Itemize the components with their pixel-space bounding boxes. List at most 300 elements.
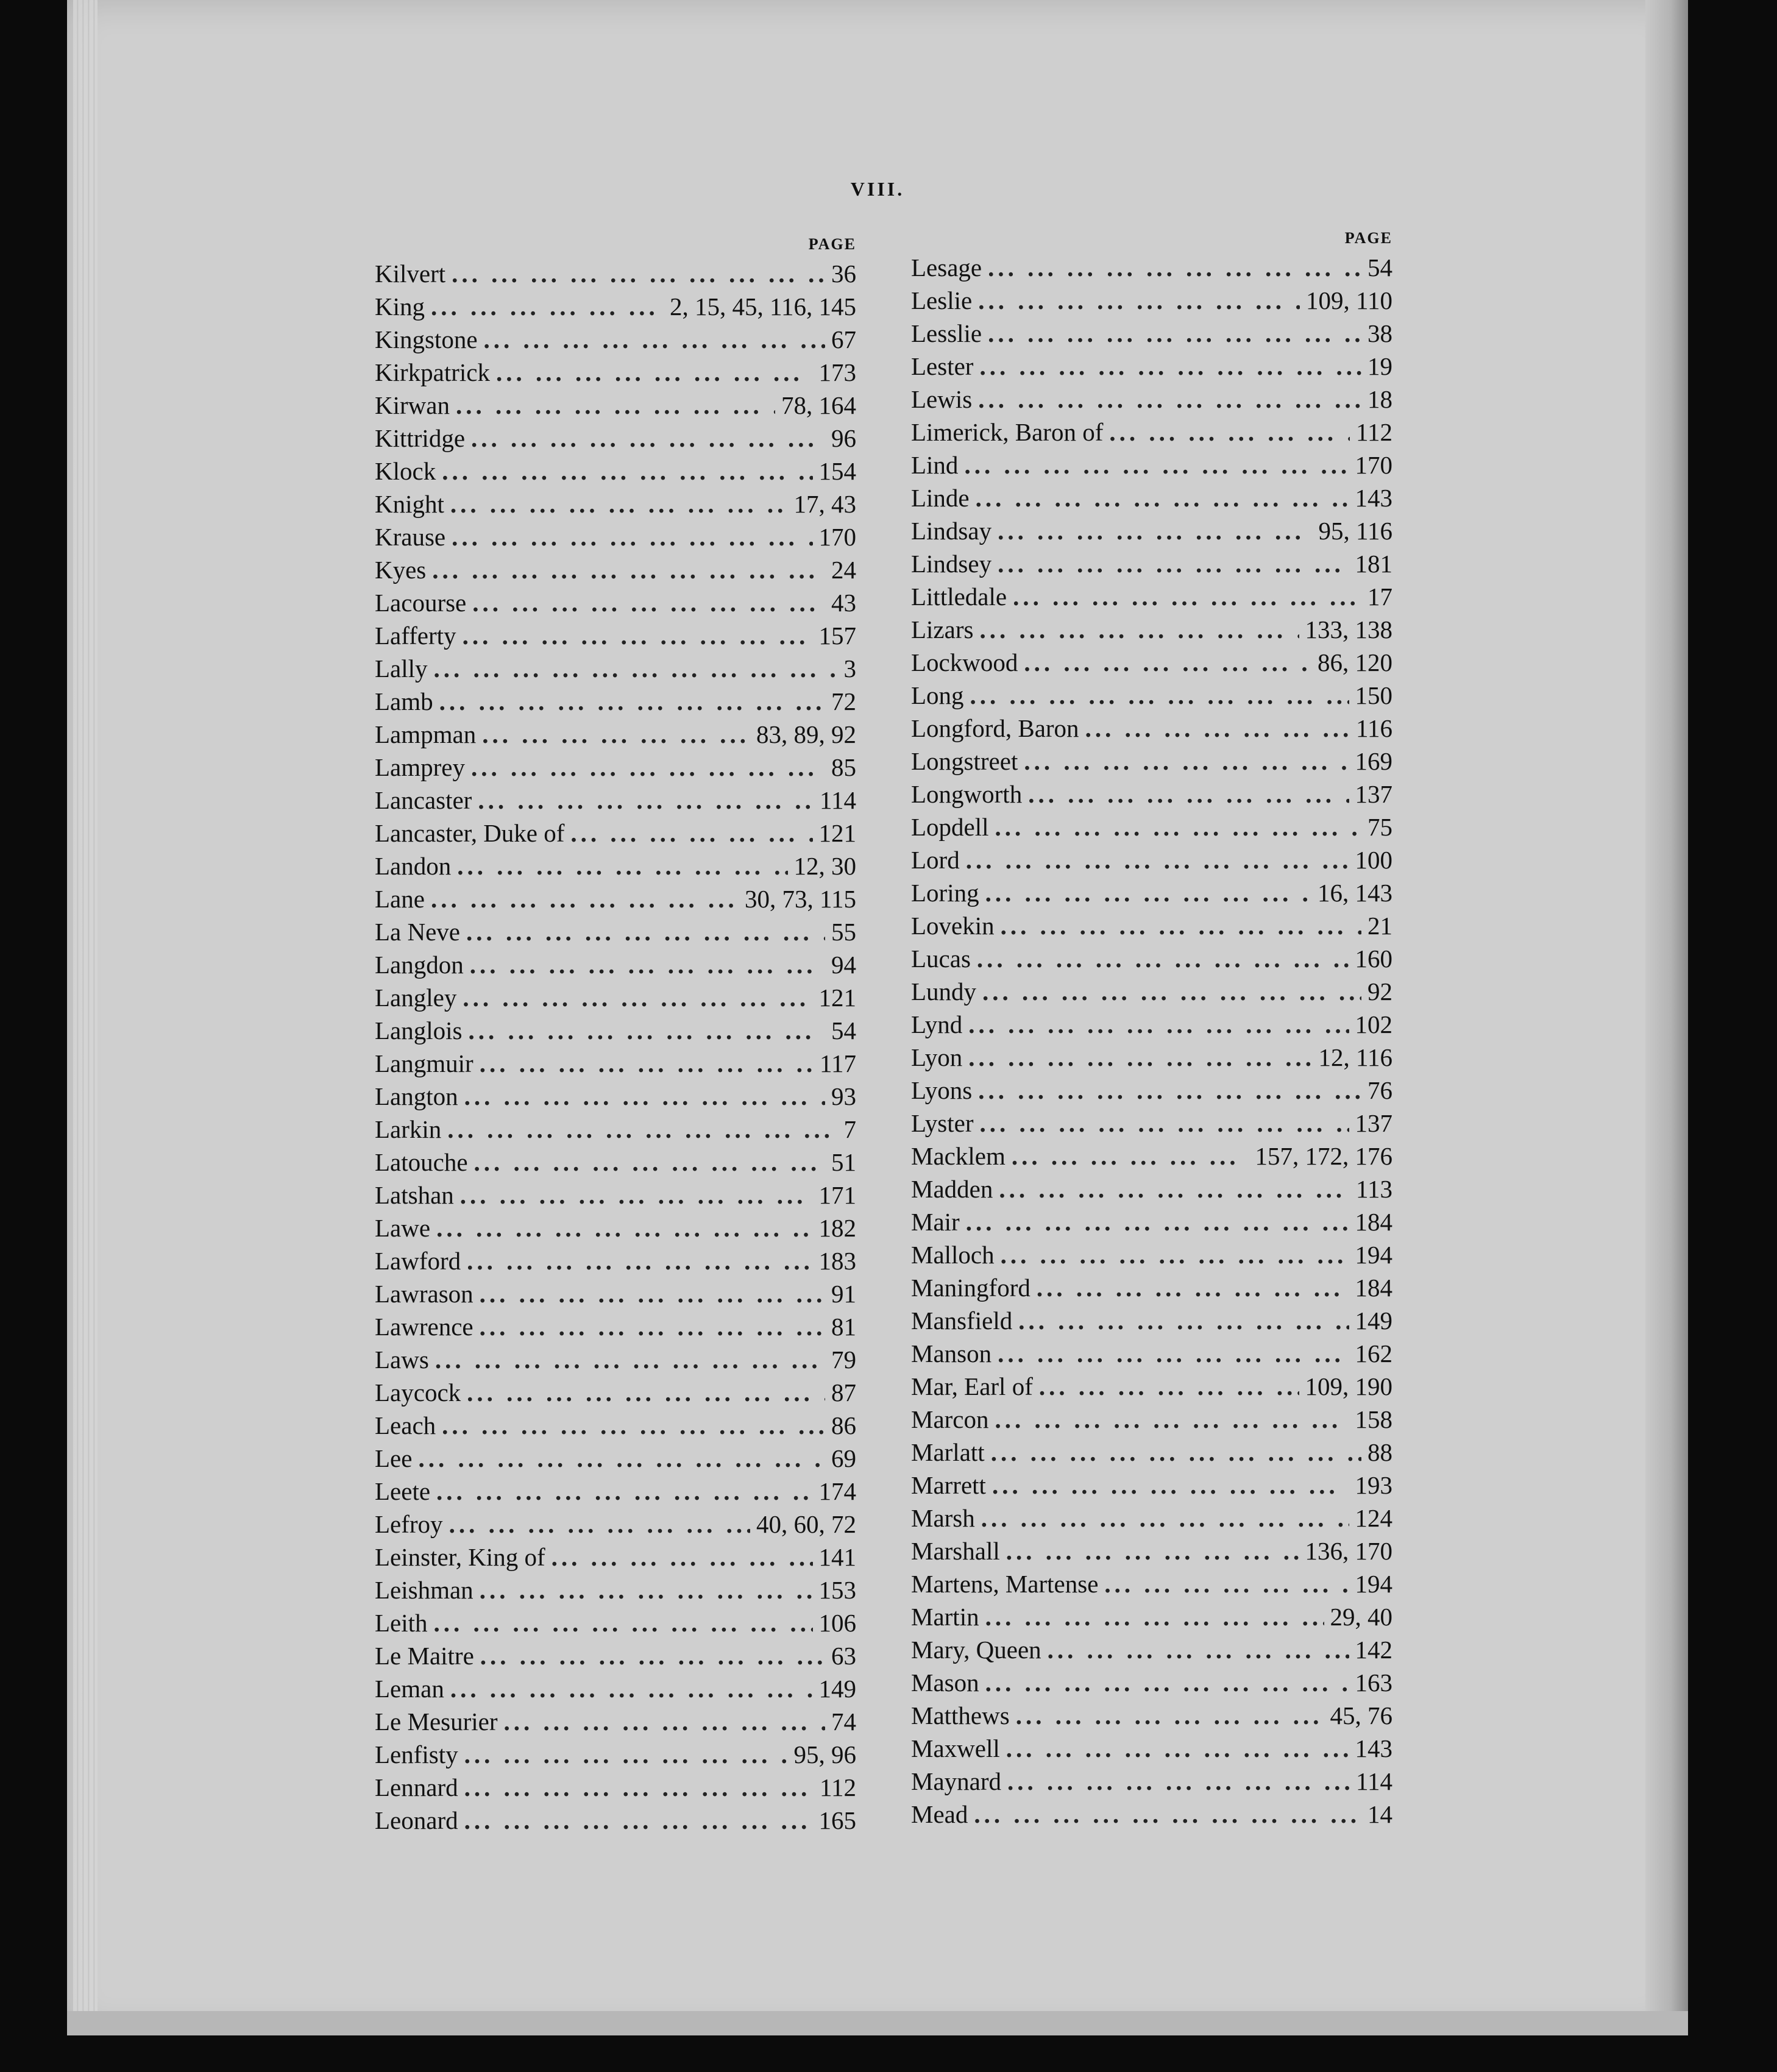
- dot-leader: [979, 613, 1299, 646]
- dot-leader: [456, 389, 775, 422]
- entry-pages: 165: [818, 1806, 856, 1834]
- entry-pages: 12, 30: [793, 852, 856, 880]
- entry-name: Maningford: [911, 1274, 1030, 1302]
- dot-leader: [471, 422, 825, 455]
- entry-name: Manson: [911, 1339, 992, 1368]
- entry-name: Leith: [375, 1609, 428, 1637]
- index-entry: [375, 1146, 856, 1179]
- index-entry: [375, 1508, 856, 1541]
- index-entry: [375, 1212, 856, 1244]
- dot-leader: [1039, 1370, 1299, 1403]
- entry-name: Martens, Martense: [911, 1570, 1099, 1598]
- dot-leader: [436, 1475, 812, 1508]
- entry-pages: 14: [1367, 1800, 1392, 1828]
- dot-leader: [450, 1672, 813, 1705]
- dot-leader: [968, 1041, 1312, 1074]
- entry-name: Matthews: [911, 1701, 1010, 1730]
- dot-leader: [1037, 1271, 1349, 1304]
- dot-leader: [447, 1113, 837, 1146]
- entry-pages: 30, 73, 115: [745, 885, 856, 913]
- index-entry: [911, 1304, 1392, 1337]
- index-entry: [911, 1502, 1392, 1534]
- entry-pages: 121: [818, 984, 856, 1012]
- index-entry: [375, 553, 856, 586]
- entry-pages: 137: [1355, 780, 1392, 808]
- entry-name: Madden: [911, 1175, 993, 1203]
- index-entry: [911, 1074, 1392, 1107]
- entry-name: Langley: [375, 984, 457, 1012]
- entry-pages: 141: [818, 1543, 856, 1571]
- dot-leader: [966, 1205, 1349, 1238]
- entry-name: Laycock: [375, 1378, 461, 1407]
- entry-name: Lane: [375, 885, 425, 913]
- entry-pages: 16, 143: [1318, 879, 1392, 907]
- entry-pages: 142: [1355, 1636, 1392, 1664]
- entry-name: Langton: [375, 1082, 458, 1110]
- index-entry: [375, 1442, 856, 1475]
- index-entry: [375, 1475, 856, 1508]
- dot-leader: [552, 1541, 813, 1574]
- dot-leader: [978, 383, 1361, 416]
- dot-leader: [442, 1409, 825, 1442]
- entry-name: Kilvert: [375, 260, 446, 288]
- entry-name: Marlatt: [911, 1438, 985, 1466]
- entry-pages: 94: [831, 951, 856, 979]
- entry-name: Le Maitre: [375, 1642, 474, 1670]
- entry-name: Lewis: [911, 385, 973, 413]
- entry-name: Kingstone: [375, 325, 478, 353]
- index-entry-list: [911, 251, 1392, 1831]
- index-entry: [911, 1765, 1392, 1798]
- entry-name: Lacourse: [375, 589, 467, 617]
- entry-pages: 95, 116: [1318, 517, 1392, 545]
- index-entry: [911, 1666, 1392, 1699]
- entry-pages: 170: [1355, 451, 1392, 479]
- entry-name: Long: [911, 681, 964, 709]
- entry-pages: 95, 96: [793, 1740, 856, 1769]
- entry-pages: 72: [831, 687, 856, 715]
- entry-name: Martin: [911, 1603, 979, 1631]
- index-entry: [375, 1277, 856, 1310]
- dot-leader: [468, 1014, 825, 1047]
- index-entry: [375, 685, 856, 718]
- entry-pages: 112: [1356, 418, 1392, 446]
- entry-name: Lefroy: [375, 1510, 443, 1538]
- index-entry: [911, 1436, 1392, 1469]
- entry-name: Lenfisty: [375, 1740, 458, 1769]
- entry-pages: 121: [818, 819, 856, 847]
- entry-pages: 182: [818, 1214, 856, 1242]
- entry-name: Laws: [375, 1346, 429, 1374]
- index-entry: [375, 1014, 856, 1047]
- dot-leader: [432, 553, 825, 586]
- dot-leader: [442, 455, 812, 488]
- dot-leader: [1006, 1534, 1299, 1567]
- dot-leader: [464, 1080, 825, 1113]
- entry-name: Lord: [911, 846, 960, 874]
- index-entry: [375, 1672, 856, 1705]
- entry-name: Lundy: [911, 977, 977, 1006]
- dot-leader: [982, 975, 1361, 1008]
- dot-leader: [480, 1639, 825, 1672]
- entry-name: Lafferty: [375, 622, 456, 650]
- entry-pages: 93: [831, 1082, 856, 1110]
- entry-name: Lancaster, Duke of: [375, 819, 565, 847]
- index-entry: [911, 481, 1392, 514]
- entry-pages: 112: [820, 1773, 856, 1801]
- entry-pages: 69: [831, 1444, 856, 1472]
- dot-leader: [457, 850, 787, 882]
- index-entry: [911, 942, 1392, 975]
- entry-name: Maxwell: [911, 1734, 1000, 1762]
- entry-pages: 109, 190: [1305, 1372, 1392, 1400]
- dot-leader: [467, 1244, 812, 1277]
- entry-name: Leslie: [911, 286, 973, 314]
- index-entry: [375, 1541, 856, 1574]
- index-entry: [911, 811, 1392, 843]
- entry-pages: 184: [1355, 1208, 1392, 1236]
- dot-leader: [480, 1310, 825, 1343]
- entry-pages: 143: [1355, 484, 1392, 512]
- page-bottom-edge: [67, 2011, 1688, 2035]
- entry-pages: 150: [1355, 681, 1392, 709]
- index-column-right: [911, 225, 1392, 1831]
- index-entry: [375, 1113, 856, 1146]
- entry-name: Lennard: [375, 1773, 458, 1801]
- entry-pages: 183: [818, 1247, 856, 1275]
- entry-pages: 158: [1355, 1405, 1392, 1433]
- index-entry: [911, 1173, 1392, 1205]
- index-entry: [911, 1337, 1392, 1370]
- index-entry: [911, 1567, 1392, 1600]
- index-entry: [375, 1047, 856, 1080]
- dot-leader: [450, 488, 788, 520]
- entry-pages: 74: [831, 1708, 856, 1736]
- entry-name: Lyster: [911, 1109, 974, 1137]
- entry-pages: 76: [1367, 1076, 1392, 1104]
- dot-leader: [431, 882, 739, 915]
- entry-pages: 96: [831, 424, 856, 452]
- index-entry: [911, 1732, 1392, 1765]
- index-entry: [375, 323, 856, 356]
- entry-pages: 86: [831, 1411, 856, 1439]
- index-entry: [911, 613, 1392, 646]
- entry-name: Lockwood: [911, 648, 1018, 676]
- column-page-heading: PAGE: [1344, 229, 1392, 247]
- entry-name: Kirwan: [375, 391, 450, 419]
- entry-name: Latouche: [375, 1148, 468, 1176]
- entry-name: Lynd: [911, 1010, 963, 1038]
- index-entry: [375, 1574, 856, 1606]
- entry-pages: 40, 60, 72: [756, 1510, 856, 1538]
- index-entry: [375, 1606, 856, 1639]
- entry-name: Larkin: [375, 1115, 442, 1143]
- entry-name: Lyon: [911, 1043, 963, 1071]
- entry-pages: 113: [1356, 1175, 1392, 1203]
- entry-name: Lesslie: [911, 319, 982, 347]
- entry-pages: 194: [1355, 1241, 1392, 1269]
- dot-leader: [970, 679, 1349, 712]
- entry-pages: 55: [831, 918, 856, 946]
- index-entry: [375, 257, 856, 290]
- entry-name: Lesage: [911, 254, 982, 282]
- dot-leader: [474, 1146, 825, 1179]
- entry-name: Lancaster: [375, 786, 472, 814]
- dot-leader: [480, 1047, 814, 1080]
- index-entry: [911, 1008, 1392, 1041]
- index-entry: [375, 948, 856, 981]
- dot-leader: [998, 1337, 1349, 1370]
- entry-name: Landon: [375, 852, 452, 880]
- entry-pages: 143: [1355, 1734, 1392, 1762]
- entry-name: Mason: [911, 1669, 979, 1697]
- dot-leader: [484, 323, 825, 356]
- index-entry: [375, 1705, 856, 1738]
- index-entry: [911, 1798, 1392, 1831]
- entry-pages: 81: [831, 1313, 856, 1341]
- index-entry: [911, 1041, 1392, 1074]
- index-entry: [911, 514, 1392, 547]
- dot-leader: [1018, 1304, 1349, 1337]
- entry-pages: 174: [818, 1477, 856, 1505]
- dot-leader: [452, 520, 812, 553]
- entry-pages: 157, 172, 176: [1255, 1142, 1392, 1170]
- index-entry: [911, 1205, 1392, 1238]
- dot-leader: [418, 1442, 825, 1475]
- dot-leader: [1109, 416, 1350, 449]
- index-entry: [911, 778, 1392, 811]
- entry-name: Lester: [911, 352, 974, 380]
- entry-pages: 38: [1367, 319, 1392, 347]
- entry-pages: 86, 120: [1318, 648, 1392, 676]
- entry-name: Langmuir: [375, 1049, 474, 1077]
- dot-leader: [966, 843, 1349, 876]
- entry-pages: 54: [1367, 254, 1392, 282]
- dot-leader: [460, 1179, 813, 1212]
- dot-leader: [452, 257, 825, 290]
- dot-leader: [979, 1107, 1349, 1140]
- index-entry: [375, 915, 856, 948]
- index-entry: [911, 1633, 1392, 1666]
- index-entry: [375, 1738, 856, 1771]
- entry-pages: 116: [1356, 714, 1392, 742]
- entry-name: Lucas: [911, 945, 971, 973]
- dot-leader: [1016, 1699, 1324, 1732]
- dot-leader: [985, 876, 1311, 909]
- entry-name: Leman: [375, 1675, 444, 1703]
- entry-name: Krause: [375, 523, 446, 551]
- entry-pages: 157: [818, 622, 856, 650]
- dot-leader: [434, 652, 838, 685]
- entry-name: Klock: [375, 457, 436, 485]
- entry-pages: 54: [831, 1016, 856, 1045]
- index-entry: [911, 317, 1392, 350]
- entry-pages: 163: [1355, 1669, 1392, 1697]
- entry-name: Marcon: [911, 1405, 989, 1433]
- index-entry: [911, 383, 1392, 416]
- dot-leader: [466, 915, 825, 948]
- entry-pages: 137: [1355, 1109, 1392, 1137]
- index-entry: [375, 586, 856, 619]
- entry-name: Marshall: [911, 1537, 1000, 1565]
- index-entry: [375, 751, 856, 784]
- index-entry: [911, 745, 1392, 778]
- index-entry: [911, 1534, 1392, 1567]
- entry-name: Kirkpatrick: [375, 358, 490, 386]
- index-entry: [911, 646, 1392, 679]
- index-entry: [911, 1600, 1392, 1633]
- index-entry: [911, 1107, 1392, 1140]
- index-entry: [375, 981, 856, 1014]
- entry-pages: 124: [1355, 1504, 1392, 1532]
- entry-pages: 87: [831, 1378, 856, 1407]
- index-entry: [375, 520, 856, 553]
- entry-pages: 83, 89, 92: [756, 720, 856, 748]
- index-entry: [375, 1080, 856, 1113]
- index-page: [67, 0, 1682, 2032]
- entry-pages: 36: [831, 260, 856, 288]
- index-entry: [375, 1179, 856, 1212]
- index-entry: [911, 876, 1392, 909]
- dot-leader: [463, 981, 812, 1014]
- dot-leader: [998, 547, 1349, 580]
- index-entry: [911, 1699, 1392, 1732]
- entry-pages: 24: [831, 556, 856, 584]
- dot-leader: [1013, 580, 1361, 613]
- entry-name: Lawrence: [375, 1313, 474, 1341]
- index-entry: [911, 712, 1392, 745]
- entry-pages: 173: [818, 358, 856, 386]
- index-entry: [375, 1409, 856, 1442]
- entry-pages: 3: [843, 655, 856, 683]
- entry-pages: 109, 110: [1306, 286, 1392, 314]
- index-entry: [911, 975, 1392, 1008]
- entry-pages: 78, 164: [781, 391, 856, 419]
- entry-pages: 7: [843, 1115, 856, 1143]
- entry-name: Leishman: [375, 1576, 474, 1604]
- dot-leader: [449, 1508, 750, 1541]
- entry-name: Macklem: [911, 1142, 1006, 1170]
- entry-name: Loring: [911, 879, 979, 907]
- index-entry-list: [375, 257, 856, 1837]
- index-entry: [911, 909, 1392, 942]
- entry-name: Lawford: [375, 1247, 461, 1275]
- dot-leader: [1012, 1140, 1249, 1173]
- dot-leader: [964, 449, 1349, 481]
- index-entry: [375, 1310, 856, 1343]
- entry-pages: 160: [1355, 945, 1392, 973]
- dot-leader: [976, 481, 1349, 514]
- index-entry: [375, 652, 856, 685]
- index-entry: [911, 1238, 1392, 1271]
- dot-leader: [979, 350, 1361, 383]
- entry-pages: 136, 170: [1305, 1537, 1392, 1565]
- index-entry: [911, 1403, 1392, 1436]
- index-entry: [911, 1271, 1392, 1304]
- dot-leader: [978, 1074, 1361, 1107]
- entry-pages: 75: [1367, 813, 1392, 841]
- dot-leader: [496, 356, 813, 389]
- dot-leader: [1001, 1238, 1349, 1271]
- dot-leader: [436, 1212, 812, 1244]
- dot-leader: [1028, 778, 1349, 811]
- index-entry: [911, 1370, 1392, 1403]
- dot-leader: [504, 1705, 826, 1738]
- index-entry: [375, 455, 856, 488]
- index-entry: [375, 389, 856, 422]
- entry-name: Lamb: [375, 687, 433, 715]
- page-right-edge: [1645, 0, 1688, 2032]
- entry-name: Lindsey: [911, 550, 992, 578]
- entry-pages: 100: [1355, 846, 1392, 874]
- entry-pages: 194: [1355, 1570, 1392, 1598]
- entry-name: Malloch: [911, 1241, 995, 1269]
- index-entry: [911, 449, 1392, 481]
- index-entry: [375, 1343, 856, 1376]
- entry-name: Kittridge: [375, 424, 466, 452]
- dot-leader: [435, 1343, 825, 1376]
- entry-name: Lyons: [911, 1076, 973, 1104]
- entry-pages: 162: [1355, 1339, 1392, 1368]
- index-entry: [911, 580, 1392, 613]
- entry-name: La Neve: [375, 918, 460, 946]
- index-entry: [375, 1771, 856, 1804]
- entry-pages: 29, 40: [1330, 1603, 1392, 1631]
- entry-name: Leach: [375, 1411, 436, 1439]
- dot-leader: [431, 290, 664, 323]
- entry-name: King: [375, 293, 425, 321]
- entry-pages: 63: [831, 1642, 856, 1670]
- dot-leader: [464, 1738, 788, 1771]
- entry-pages: 184: [1355, 1274, 1392, 1302]
- dot-leader: [464, 1771, 814, 1804]
- entry-pages: 102: [1355, 1010, 1392, 1038]
- column-page-heading: PAGE: [808, 235, 856, 253]
- entry-name: Leete: [375, 1477, 431, 1505]
- entry-pages: 91: [831, 1280, 856, 1308]
- entry-pages: 21: [1367, 912, 1392, 940]
- dot-leader: [463, 619, 813, 652]
- running-head: VIII.: [850, 178, 905, 200]
- index-entry: [375, 882, 856, 915]
- entry-name: Longford, Baron: [911, 714, 1079, 742]
- entry-name: Mar, Earl of: [911, 1372, 1033, 1400]
- entry-name: Langlois: [375, 1016, 463, 1045]
- entry-pages: 18: [1367, 385, 1392, 413]
- index-entry: [375, 850, 856, 882]
- dot-leader: [1085, 712, 1350, 745]
- index-entry: [911, 251, 1392, 284]
- dot-leader: [480, 1277, 825, 1310]
- entry-pages: 92: [1367, 977, 1392, 1006]
- index-entry: [375, 290, 856, 323]
- dot-leader: [991, 1436, 1361, 1469]
- dot-leader: [1048, 1633, 1349, 1666]
- dot-leader: [968, 1008, 1349, 1041]
- dot-leader: [1006, 1732, 1349, 1765]
- entry-pages: 19: [1367, 352, 1392, 380]
- index-entry: [375, 422, 856, 455]
- entry-pages: 153: [818, 1576, 856, 1604]
- entry-pages: 106: [818, 1609, 856, 1637]
- dot-leader: [974, 1798, 1361, 1831]
- entry-name: Lovekin: [911, 912, 995, 940]
- entry-name: Lind: [911, 451, 959, 479]
- dot-leader: [470, 948, 825, 981]
- dot-leader: [988, 251, 1361, 284]
- index-entry: [375, 718, 856, 751]
- entry-name: Leinster, King of: [375, 1543, 545, 1571]
